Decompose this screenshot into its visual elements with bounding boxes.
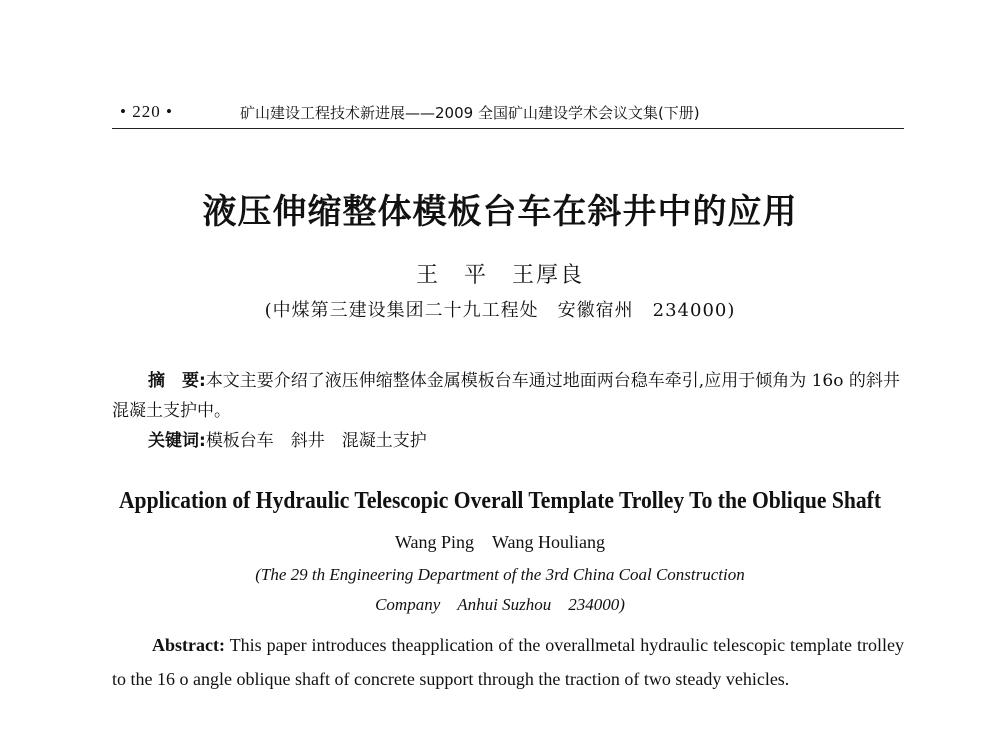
authors-english: Wang Ping Wang Houliang [394, 532, 606, 552]
affiliation-english [0, 560, 1000, 620]
title-chinese: 液压伸缩整体模板台车在斜井中的应用 [202, 192, 798, 232]
running-title: 矿山建设工程技术新进展——2009 全国矿山建设学术会议文集(下册) [240, 104, 700, 122]
keywords-chinese [148, 426, 427, 456]
running-header [112, 96, 904, 129]
title-english: Application of Hydraulic Telescopic Overall Template Trolley To the Oblique Shaft [118, 488, 882, 514]
abstract-english [112, 628, 904, 696]
affiliation-chinese: (中煤第三建设集团二十九工程处 安徽宿州 234000) [264, 300, 736, 321]
abstract-chinese-text: 本文主要介绍了液压伸缩整体金属模板台车通过地面两台稳车牵引,应用于倾角为 16o 的斜井混凝土支护中。 [112, 371, 900, 421]
abstract-chinese [112, 366, 904, 426]
affiliation-english-line2: Company Anhui Suzhou 234000) [375, 595, 625, 614]
abstract-chinese-label: 摘 要: [148, 371, 206, 391]
affiliation-english-line1: (The 29 th Engineering Department of the 3rd China Coal Construction [255, 565, 745, 584]
authors-chinese: 王 平 王厚良 [415, 263, 584, 288]
page-number: • 220 • [120, 102, 173, 121]
keywords-chinese-label: 关键词: [148, 431, 206, 451]
abstract-english-text: This paper introduces theapplication of the overallmetal hydraulic telescopic template trolley to the 16 o angle oblique shaft of concrete support through the traction of two steady vehicles. [112, 635, 904, 689]
abstract-english-label: Abstract: [152, 635, 225, 655]
keywords-chinese-text: 模板台车 斜井 混凝土支护 [205, 431, 427, 451]
